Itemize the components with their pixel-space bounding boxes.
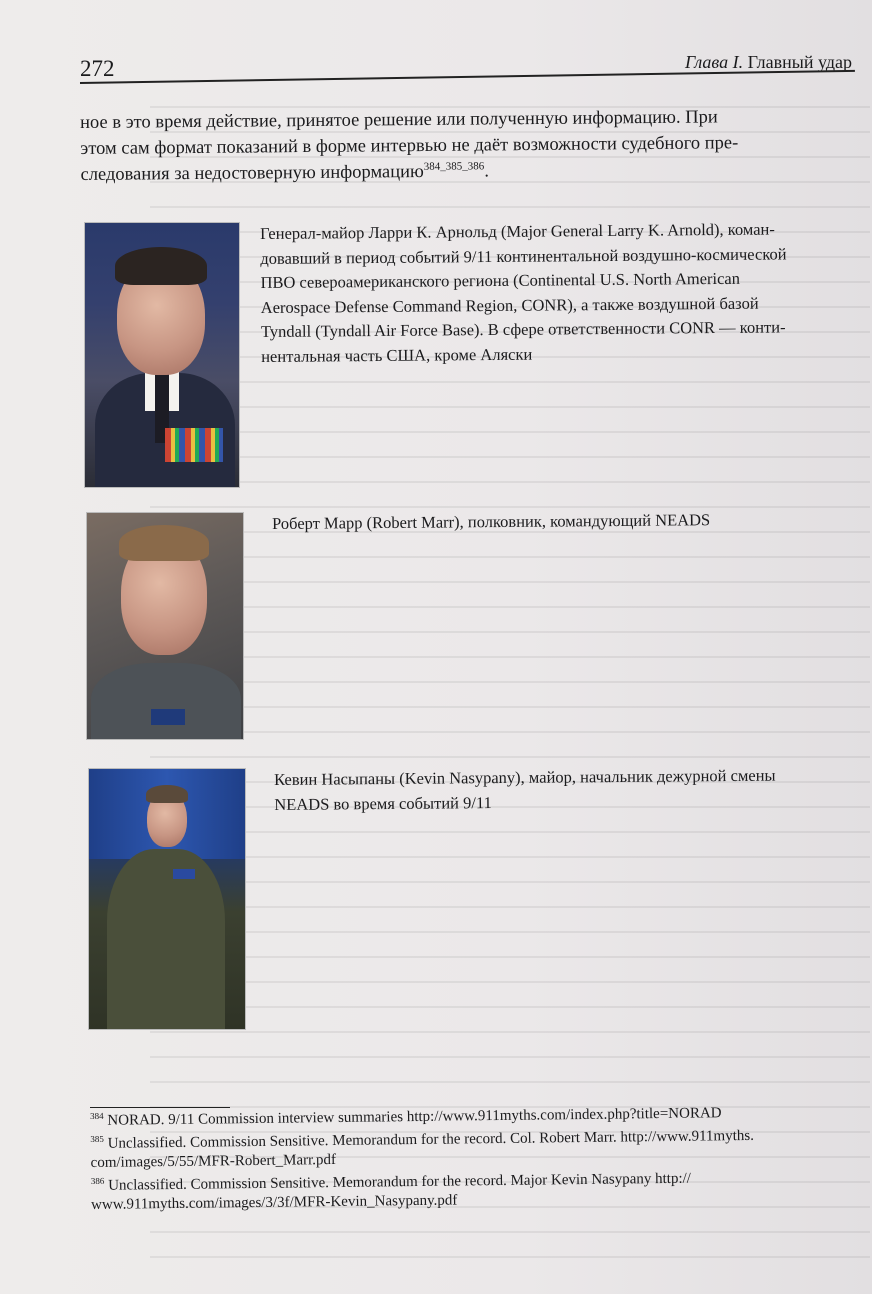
caption-line: нентальная часть США, кроме Аляски xyxy=(261,344,533,366)
caption-line: Роберт Марр (Robert Marr), полковник, командующий NEADS xyxy=(272,510,711,533)
name-patch xyxy=(173,869,195,879)
ref-separator: _ xyxy=(440,160,446,173)
caption-nasypany xyxy=(274,763,834,817)
footnote-ref: 385 xyxy=(445,160,463,173)
ref-separator: _ xyxy=(462,160,468,173)
footnote-text: NORAD. 9/11 Commission interview summaries http://www.911myths.com/index.php?title=NORAD xyxy=(107,1105,722,1129)
caption-line: Генерал-майор Ларри К. Арнольд (Major General Larry K. Arnold), коман- xyxy=(260,219,775,243)
name-patch xyxy=(151,709,185,725)
footnote-number: 385 xyxy=(90,1133,104,1144)
caption-marr xyxy=(272,507,832,536)
page-number: 272 xyxy=(80,56,115,81)
caption-arnold xyxy=(260,217,851,369)
body-paragraph xyxy=(80,103,861,188)
caption-line: Кевин Насыпаны (Kevin Nasypany), майор, начальник дежурной смены xyxy=(274,765,776,789)
medal-ribbons xyxy=(165,428,223,462)
hair xyxy=(115,247,207,285)
body-line: этом сам формат показаний в форме интервью не даёт возможности судебного пре- xyxy=(80,133,739,159)
photo-arnold xyxy=(84,222,240,488)
footnote-number: 386 xyxy=(90,1175,105,1186)
photo-nasypany xyxy=(88,768,246,1030)
footnote-ref: 386 xyxy=(467,160,485,173)
body-line: следования за недостоверную информацию$^{384\_385\_386}$. xyxy=(80,160,490,185)
footnote-number: 384 xyxy=(89,1110,104,1121)
body-line: ное в это время действие, принятое решение или полученную информацию. При xyxy=(80,107,718,133)
photo-marr xyxy=(86,512,244,740)
hair xyxy=(119,525,209,561)
caption-line: ПВО североамериканского региона (Continental U.S. North American xyxy=(260,268,741,292)
footnote-rule xyxy=(90,1107,230,1108)
chapter-label: Глава I. xyxy=(685,52,744,72)
page-header xyxy=(80,50,852,90)
footnote-ref: 384 xyxy=(423,160,441,173)
caption-line: Aerospace Defense Command Region, CONR), а также воздушной базой xyxy=(260,293,759,317)
caption-line: NEADS во время событий 9/11 xyxy=(274,792,492,814)
footnote-text: www.911myths.com/images/3/3f/MFR-Kevin_Nasypany.pdf xyxy=(91,1192,458,1213)
footnote-386 xyxy=(91,1167,872,1216)
footnote-385 xyxy=(90,1125,872,1174)
flight-suit xyxy=(91,663,241,740)
flight-suit xyxy=(107,849,225,1029)
chapter-title: Главный удар xyxy=(743,52,852,72)
caption-line: довавший в период событий 9/11 континентальной воздушно-космической xyxy=(260,243,787,268)
body-line-text: следования за недостоверную информацию xyxy=(80,162,424,185)
hair xyxy=(146,785,188,803)
footnote-text: Unclassified. Commission Sensitive. Memorandum for the record. Col. Robert Marr. http://www.911myths. xyxy=(107,1127,754,1152)
footnote-text: com/images/5/55/MFR-Robert_Marr.pdf xyxy=(90,1151,337,1171)
footnotes xyxy=(90,1102,872,1218)
footnote-text: Unclassified. Commission Sensitive. Memorandum for the record. Major Kevin Nasypany http:// xyxy=(108,1170,692,1194)
caption-line: Tyndall (Tyndall Air Force Base). В сфере ответственности CONR — конти- xyxy=(260,317,786,341)
